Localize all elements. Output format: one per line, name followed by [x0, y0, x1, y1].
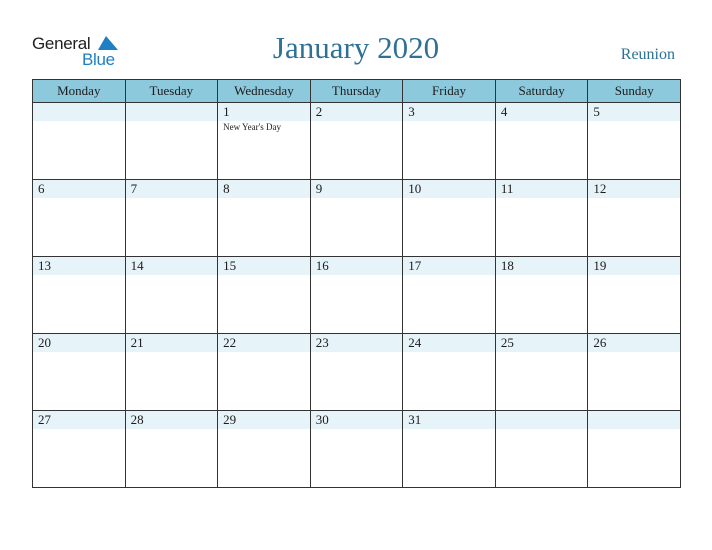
- weekday-monday: Monday: [33, 80, 126, 103]
- day-band: [126, 180, 218, 198]
- week-row: [33, 411, 681, 488]
- day-band: [496, 411, 588, 429]
- day-band: [126, 103, 218, 121]
- day-band: [403, 103, 495, 121]
- day-cell: [33, 411, 126, 488]
- day-cell: [403, 411, 496, 488]
- day-cell: [588, 180, 681, 257]
- day-number: 24: [408, 335, 422, 350]
- day-cell: [495, 411, 588, 488]
- day-band: [496, 103, 588, 121]
- day-number: 5: [593, 104, 600, 119]
- day-band: [33, 103, 125, 121]
- day-cell: [403, 103, 496, 180]
- day-cell: [588, 411, 681, 488]
- weekday-saturday: Saturday: [495, 80, 588, 103]
- day-number: 28: [130, 412, 144, 427]
- day-cell: [125, 257, 218, 334]
- week-row: [33, 103, 681, 180]
- day-band: [218, 103, 310, 121]
- day-cell: [495, 180, 588, 257]
- day-cell: [310, 257, 403, 334]
- day-number: 30: [315, 412, 329, 427]
- day-cell: [310, 411, 403, 488]
- day-cell: [218, 334, 311, 411]
- calendar-grid: [32, 79, 681, 488]
- logo-blue-text: Blue: [82, 50, 115, 69]
- week-row: [33, 257, 681, 334]
- day-number: 21: [130, 335, 144, 350]
- day-number: 22: [223, 335, 237, 350]
- day-number: 17: [408, 258, 422, 273]
- day-number: 23: [315, 335, 329, 350]
- day-band: [218, 180, 310, 198]
- day-number: 7: [130, 181, 138, 196]
- day-cell: [403, 257, 496, 334]
- day-number: 25: [500, 335, 514, 350]
- day-number: 18: [500, 258, 514, 273]
- day-number: 14: [130, 258, 144, 273]
- day-cell: [588, 257, 681, 334]
- day-number: 31: [408, 412, 422, 427]
- day-cell: [495, 103, 588, 180]
- day-band: [311, 103, 403, 121]
- day-cell: [495, 257, 588, 334]
- day-cell: [218, 411, 311, 488]
- day-band: [311, 180, 403, 198]
- day-number: 6: [38, 181, 45, 196]
- day-number: 20: [38, 335, 51, 350]
- day-number: 9: [315, 181, 323, 196]
- region-label: Reunion: [620, 46, 675, 63]
- day-number: 2: [315, 104, 323, 119]
- day-number: 19: [593, 258, 607, 273]
- day-cell: [33, 334, 126, 411]
- day-number: 1: [223, 104, 230, 119]
- day-cell: [588, 334, 681, 411]
- calendar-body: [33, 103, 681, 488]
- logo-general-text: General: [32, 34, 91, 53]
- weekday-header-row: [33, 80, 681, 103]
- weekday-wednesday: Wednesday: [218, 80, 311, 103]
- day-band: [588, 103, 680, 121]
- day-number: 8: [223, 181, 230, 196]
- day-cell: [218, 257, 311, 334]
- day-cell: [33, 180, 126, 257]
- weekday-thursday: Thursday: [310, 80, 403, 103]
- day-number: 13: [38, 258, 51, 273]
- day-number: 27: [38, 412, 51, 427]
- day-cell: [310, 103, 403, 180]
- day-number: 3: [408, 104, 415, 119]
- week-row: [33, 180, 681, 257]
- day-cell: [125, 334, 218, 411]
- day-cell: [125, 411, 218, 488]
- day-cell: [403, 180, 496, 257]
- day-cell: [33, 103, 126, 180]
- day-band: [588, 411, 680, 429]
- day-cell: [33, 257, 126, 334]
- day-cell: [218, 103, 311, 180]
- weekday-friday: Friday: [403, 80, 496, 103]
- day-number: 4: [500, 104, 508, 119]
- day-cell: [403, 334, 496, 411]
- day-cell: [218, 180, 311, 257]
- day-cell: [310, 334, 403, 411]
- page-title: January 2020: [272, 30, 440, 65]
- day-cell: [125, 180, 218, 257]
- day-cell: [310, 180, 403, 257]
- day-band: [33, 180, 125, 198]
- day-cell: [495, 334, 588, 411]
- day-number: 10: [408, 181, 422, 196]
- day-number: 16: [315, 258, 329, 273]
- day-number: 15: [223, 258, 237, 273]
- day-number: 11: [500, 181, 514, 196]
- day-cell: [588, 103, 681, 180]
- holiday-label: New Year's Day: [223, 122, 281, 132]
- day-number: 29: [223, 412, 237, 427]
- week-row: [33, 334, 681, 411]
- weekday-sunday: Sunday: [588, 80, 681, 103]
- weekday-tuesday: Tuesday: [125, 80, 218, 103]
- day-number: 26: [593, 335, 607, 350]
- day-number: 12: [593, 181, 607, 196]
- day-cell: [125, 103, 218, 180]
